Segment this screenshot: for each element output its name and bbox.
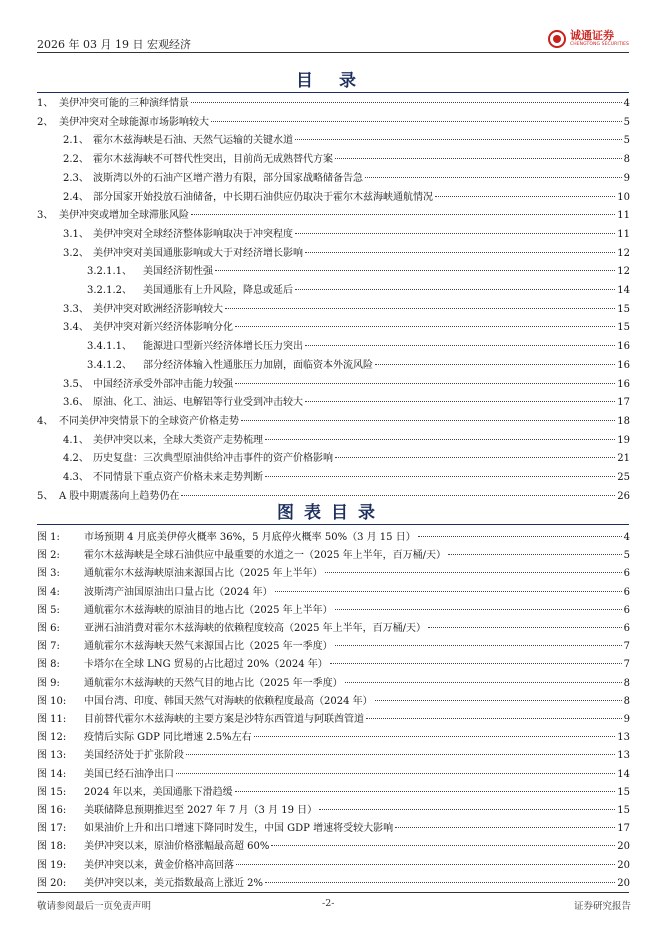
figure-entry-page: 17 bbox=[617, 823, 630, 835]
figure-dot-leader bbox=[325, 572, 622, 573]
figure-entry-title: 美伊冲突以来，原油价格涨幅最高超 60% bbox=[84, 841, 270, 853]
figures-title: 图表目录 bbox=[277, 503, 385, 523]
toc-entry-page: 15 bbox=[617, 303, 630, 315]
figure-entry-title: 疫情后实际 GDP 同比增速 2.5%左右 bbox=[84, 732, 252, 744]
figure-entry-title: 如果油价上升和出口增速下降同时发生，中国 GDP 增速将受较大影响 bbox=[84, 823, 394, 835]
figure-entry-title: 卡塔尔在全球 LNG 贸易的占比超过 20%（2024 年） bbox=[84, 659, 328, 671]
figure-entry[interactable] bbox=[37, 784, 630, 802]
figure-entry-page: 5 bbox=[623, 550, 630, 562]
toc-dot-leader bbox=[365, 177, 622, 178]
toc-entry-page: 25 bbox=[617, 472, 630, 483]
toc-entry[interactable] bbox=[63, 151, 630, 169]
toc-title-rule bbox=[37, 92, 629, 93]
figure-entry-number: 图 3: bbox=[37, 568, 60, 580]
toc-entry[interactable] bbox=[63, 450, 630, 468]
figure-entry-page: 13 bbox=[617, 732, 630, 744]
toc-entry-number: 2.2、 bbox=[63, 154, 89, 166]
toc-entry-number: 3.2.1.1、 bbox=[87, 266, 132, 278]
toc-entry-page: 10 bbox=[617, 191, 630, 203]
toc-entry-page: 12 bbox=[617, 247, 630, 259]
footer-page-number: -2- bbox=[322, 898, 335, 909]
toc-entry-number: 4.1、 bbox=[63, 434, 89, 446]
toc-entry-page: 19 bbox=[617, 434, 630, 446]
figure-dot-leader bbox=[330, 663, 622, 664]
figure-entry[interactable] bbox=[37, 584, 630, 602]
toc-entry[interactable] bbox=[87, 263, 630, 281]
toc-entry[interactable] bbox=[37, 95, 630, 113]
figure-entry-page: 6 bbox=[623, 568, 630, 580]
toc-entry-number: 3.2.1.2、 bbox=[87, 285, 132, 296]
figure-entry-number: 图 9: bbox=[37, 677, 60, 689]
toc-entry-page: 8 bbox=[623, 154, 630, 166]
figure-entry-title: 波斯湾产油国原油出口量占比（2024 年） bbox=[84, 586, 273, 598]
toc-entry-title: 能源进口型新兴经济体增长压力突出 bbox=[143, 341, 303, 353]
toc-entry-number: 3.2、 bbox=[63, 247, 89, 259]
toc-dot-leader bbox=[235, 326, 615, 327]
logo-cn: 诚通证券 bbox=[570, 29, 614, 43]
company-logo bbox=[548, 28, 630, 50]
toc-dot-leader bbox=[305, 345, 615, 346]
toc-entry-title: 历史复盘：三次典型原油供给冲击事件的资产价格影响 bbox=[93, 453, 333, 465]
figure-entry-number: 图 17: bbox=[37, 823, 67, 835]
toc-entry-title: 美国通胀有上升风险，降息或延后 bbox=[143, 285, 293, 296]
figure-entry-title: 通航霍尔木兹海峡的原油目的地占比（2025 年上半年） bbox=[84, 604, 333, 616]
figure-entry-page: 6 bbox=[623, 623, 630, 634]
figure-entry-title: 霍尔木兹海峡是全球石油供应中最重要的水道之一（2025 年上半年，百万桶/天） bbox=[84, 550, 446, 562]
toc-entry[interactable] bbox=[37, 413, 630, 431]
toc-entry-number: 4、 bbox=[37, 415, 54, 427]
toc-entry-page: 4 bbox=[623, 98, 630, 109]
figure-entry-title: 通航霍尔木兹海峡的天然气目的地占比（2025 年一季度） bbox=[84, 677, 343, 689]
toc-entry-page: 14 bbox=[617, 285, 630, 296]
figure-dot-leader bbox=[275, 591, 622, 592]
toc-entry-number: 3.5、 bbox=[63, 378, 89, 390]
toc-entry[interactable] bbox=[63, 301, 630, 319]
toc-entry[interactable] bbox=[37, 207, 630, 225]
figure-entry-number: 图 11: bbox=[37, 714, 67, 725]
figure-dot-leader bbox=[418, 536, 622, 537]
figure-entry-number: 图 8: bbox=[37, 659, 60, 671]
toc-entry[interactable] bbox=[63, 432, 630, 450]
figure-entry[interactable] bbox=[37, 620, 630, 638]
toc-dot-leader bbox=[225, 308, 615, 309]
toc-entry-number: 3、 bbox=[37, 210, 54, 222]
figure-entry[interactable] bbox=[37, 565, 630, 583]
toc-entry-number: 2.4、 bbox=[63, 191, 89, 203]
figure-entry[interactable] bbox=[37, 547, 630, 565]
figure-dot-leader bbox=[176, 773, 615, 774]
figure-entry-page: 20 bbox=[617, 859, 630, 871]
figures-title-rule bbox=[37, 524, 629, 525]
figure-entry-number: 图 19: bbox=[37, 859, 67, 871]
toc-dot-leader bbox=[295, 139, 622, 140]
toc-entry-title: 美伊冲突以来，全球大类资产走势梳理 bbox=[93, 434, 263, 446]
toc-entry-number: 3.4、 bbox=[63, 322, 89, 334]
toc-entry-page: 26 bbox=[617, 490, 630, 502]
figure-entry-page: 6 bbox=[623, 586, 630, 598]
figure-entry-title: 通航霍尔木兹海峡原油来源国占比（2025 年上半年） bbox=[84, 568, 323, 580]
toc-title: 目 录 bbox=[296, 71, 366, 91]
figure-dot-leader bbox=[186, 754, 615, 755]
figure-entry-number: 图 1: bbox=[37, 532, 60, 543]
toc-entry[interactable] bbox=[63, 376, 630, 394]
toc-entry-number: 2、 bbox=[37, 116, 54, 128]
figure-entry[interactable] bbox=[37, 820, 630, 838]
toc-entry[interactable] bbox=[63, 245, 630, 263]
figure-entry[interactable] bbox=[37, 857, 630, 875]
figure-dot-leader bbox=[271, 845, 615, 846]
toc-entry[interactable] bbox=[63, 394, 630, 412]
figure-entry-page: 13 bbox=[617, 750, 630, 762]
toc-dot-leader bbox=[335, 457, 615, 458]
figure-entry-number: 图 5: bbox=[37, 604, 60, 616]
toc-entry-page: 15 bbox=[617, 322, 630, 334]
figure-entry-number: 图 20: bbox=[37, 877, 67, 889]
toc-entry-number: 3.4.1.1、 bbox=[87, 341, 132, 353]
toc-dot-leader bbox=[265, 476, 615, 477]
toc-dot-leader bbox=[295, 233, 615, 234]
figure-entry[interactable] bbox=[37, 747, 630, 765]
toc-entry-title: 部分国家开始投放石油储备，中长期石油供应仍取决于霍尔木兹海峡通航情况 bbox=[93, 191, 433, 203]
toc-entry-page: 9 bbox=[623, 172, 630, 184]
figure-entry-title: 2024 年以来，美国通胀下滑趋缓 bbox=[84, 786, 233, 798]
figure-dot-leader bbox=[236, 864, 615, 865]
toc-entry[interactable] bbox=[87, 357, 630, 375]
toc-entry-page: 16 bbox=[617, 359, 630, 371]
figure-entry[interactable] bbox=[37, 838, 630, 856]
toc-entry[interactable] bbox=[37, 114, 630, 132]
toc-dot-leader bbox=[191, 102, 622, 103]
toc-entry-title: 霍尔木兹海峡是石油、天然气运输的关键水道 bbox=[93, 135, 293, 147]
figure-entry-page: 20 bbox=[617, 877, 630, 889]
figure-entry-number: 图 6: bbox=[37, 623, 60, 634]
toc-entry-page: 18 bbox=[617, 415, 630, 427]
figure-dot-leader bbox=[395, 827, 615, 828]
figure-entry-page: 7 bbox=[623, 659, 630, 671]
toc-entry-page: 12 bbox=[617, 266, 630, 278]
toc-dot-leader bbox=[375, 364, 615, 365]
toc-entry[interactable] bbox=[63, 469, 630, 487]
figure-entry-title: 美伊冲突以来，美元指数最高上涨近 2% bbox=[84, 877, 264, 889]
toc-entry-title: 美伊冲突对全球经济整体影响取决于冲突程度 bbox=[93, 228, 293, 240]
figure-entry-number: 图 12: bbox=[37, 732, 67, 744]
figure-dot-leader bbox=[265, 882, 615, 883]
figure-entry-page: 14 bbox=[617, 768, 630, 780]
toc-dot-leader bbox=[191, 214, 615, 215]
logo-en: CHENGTONG SECURITIES bbox=[570, 42, 630, 48]
footer-disclaimer: 敬请参阅最后一页免责声明 bbox=[37, 901, 152, 912]
toc-entry-page: 17 bbox=[617, 397, 630, 409]
figure-entry[interactable] bbox=[37, 802, 630, 820]
toc-entry-number: 3.6、 bbox=[63, 397, 89, 409]
toc-entry-title: 美伊冲突对欧洲经济影响较大 bbox=[93, 303, 223, 315]
figure-entry-page: 7 bbox=[623, 641, 630, 653]
figure-dot-leader bbox=[335, 609, 622, 610]
header-rule bbox=[37, 52, 629, 53]
figure-entry-title: 美伊冲突以来，黄金价格冲高回落 bbox=[84, 859, 234, 871]
toc-entry[interactable] bbox=[87, 338, 630, 356]
figure-entry[interactable] bbox=[37, 675, 630, 693]
toc-entry-number: 3.3、 bbox=[63, 303, 89, 315]
figure-entry-title: 美国已经石油净出口 bbox=[84, 768, 174, 780]
figure-entry[interactable] bbox=[37, 711, 630, 729]
toc-entry-page: 5 bbox=[623, 135, 630, 147]
logo-icon bbox=[548, 30, 566, 48]
toc-entry[interactable] bbox=[63, 170, 630, 188]
toc-entry[interactable] bbox=[63, 226, 630, 244]
toc-entry-number: 4.2、 bbox=[63, 453, 89, 465]
toc-entry-title: 美伊冲突或增加全球滞胀风险 bbox=[59, 210, 189, 222]
toc-entry-page: 11 bbox=[617, 228, 630, 240]
toc-entry-page: 11 bbox=[617, 210, 630, 222]
toc-entry-title: 美伊冲突对全球能源市场影响较大 bbox=[59, 116, 209, 128]
figure-entry-number: 图 16: bbox=[37, 805, 67, 816]
toc-dot-leader bbox=[265, 439, 615, 440]
figure-entry[interactable] bbox=[37, 766, 630, 784]
toc-entry-page: 21 bbox=[617, 453, 630, 465]
toc-entry-number: 3.4.1.2、 bbox=[87, 359, 132, 371]
footer-report-type: 证券研究报告 bbox=[574, 901, 632, 912]
figure-entry-title: 亚洲石油消费对霍尔木兹海峡的依赖程度较高（2025 年上半年，百万桶/天） bbox=[84, 623, 426, 634]
toc-dot-leader bbox=[235, 383, 615, 384]
toc-dot-leader bbox=[305, 401, 615, 402]
figure-entry[interactable] bbox=[37, 693, 630, 711]
toc-entry-number: 5、 bbox=[37, 490, 54, 502]
figure-entry-number: 图 15: bbox=[37, 786, 67, 798]
toc-entry[interactable] bbox=[63, 132, 630, 150]
figure-entry-page: 15 bbox=[617, 786, 630, 798]
header-date-category: 2026 年 03 月 19 日 宏观经济 bbox=[37, 38, 191, 51]
figure-entry[interactable] bbox=[37, 602, 630, 620]
figure-dot-leader bbox=[366, 718, 622, 719]
figure-entry-number: 图 14: bbox=[37, 768, 67, 780]
figure-entry-page: 8 bbox=[623, 695, 630, 707]
figure-entry[interactable] bbox=[37, 729, 630, 747]
toc-entry-title: 中国经济承受外部冲击能力较强 bbox=[93, 378, 233, 390]
toc-dot-leader bbox=[305, 252, 615, 253]
figure-entry-number: 图 10: bbox=[37, 695, 67, 707]
figure-entry-page: 8 bbox=[623, 677, 630, 689]
toc-entry-title: A 股中期震荡向上趋势仍在 bbox=[59, 490, 180, 502]
figure-entry[interactable] bbox=[37, 638, 630, 656]
figure-dot-leader bbox=[448, 554, 622, 555]
figure-entry-page: 20 bbox=[617, 841, 630, 853]
toc-entry-number: 1、 bbox=[37, 98, 54, 109]
toc-dot-leader bbox=[435, 196, 615, 197]
toc-entry-title: 不同美伊冲突情景下的全球资产价格走势 bbox=[59, 415, 239, 427]
figure-entry-number: 图 13: bbox=[37, 750, 67, 762]
figure-entry[interactable] bbox=[37, 875, 630, 893]
toc-dot-leader bbox=[211, 121, 622, 122]
figure-entry-number: 图 4: bbox=[37, 586, 60, 598]
toc-entry-number: 4.3、 bbox=[63, 472, 89, 483]
toc-entry-title: 美伊冲突可能的三种演绎情景 bbox=[59, 98, 189, 109]
figure-entry-page: 6 bbox=[623, 604, 630, 616]
toc-entry-title: 波斯湾以外的石油产区增产潜力有限，部分国家战略储备告急 bbox=[93, 172, 363, 184]
figure-entry-title: 目前替代霍尔木兹海峡的主要方案是沙特东西管道与阿联酋管道 bbox=[84, 714, 364, 725]
figure-dot-leader bbox=[345, 682, 622, 683]
toc-entry-number: 2.3、 bbox=[63, 172, 89, 184]
toc-entry-title: 部分经济体输入性通胀压力加剧，面临资本外流风险 bbox=[143, 359, 373, 371]
figure-entry-number: 图 7: bbox=[37, 641, 60, 653]
figure-entry-number: 图 18: bbox=[37, 841, 67, 853]
toc-entry-number: 3.1、 bbox=[63, 228, 89, 240]
figure-entry-page: 9 bbox=[623, 714, 630, 725]
toc-entry-page: 16 bbox=[617, 341, 630, 353]
figure-dot-leader bbox=[254, 736, 616, 737]
toc-entry[interactable] bbox=[63, 189, 630, 207]
figure-entry-title: 中国台湾、印度、韩国天然气对海峡的依赖程度最高（2024 年） bbox=[84, 695, 373, 707]
toc-entry-title: 美伊冲突对美国通胀影响或大于对经济增长影响 bbox=[93, 247, 303, 259]
figure-entry-title: 美联储降息预期推迟至 2027 年 7 月（3 月 19 日） bbox=[84, 805, 318, 816]
figure-dot-leader bbox=[375, 700, 622, 701]
figure-entry-page: 4 bbox=[623, 532, 630, 543]
toc-entry-title: 美国经济韧性强 bbox=[143, 266, 213, 278]
toc-entry-number: 2.1、 bbox=[63, 135, 89, 147]
toc-entry-title: 美伊冲突对新兴经济体影响分化 bbox=[93, 322, 233, 334]
figure-entry[interactable] bbox=[37, 529, 630, 547]
figure-dot-leader bbox=[428, 627, 622, 628]
figure-entry-page: 15 bbox=[617, 805, 630, 816]
toc-entry-title: 原油、化工、油运、电解铝等行业受到冲击较大 bbox=[93, 397, 303, 409]
figure-dot-leader bbox=[235, 791, 616, 792]
figure-dot-leader bbox=[335, 645, 622, 646]
toc-entry-title: 不同情景下重点资产价格未来走势判断 bbox=[93, 472, 263, 483]
toc-dot-leader bbox=[215, 270, 615, 271]
figure-entry-title: 美国经济处于扩张阶段 bbox=[84, 750, 184, 762]
figure-entry-number: 图 2: bbox=[37, 550, 60, 562]
toc-entry-page: 5 bbox=[623, 116, 630, 128]
toc-entry[interactable] bbox=[87, 282, 630, 300]
toc-dot-leader bbox=[241, 420, 615, 421]
toc-dot-leader bbox=[295, 289, 615, 290]
figure-entry[interactable] bbox=[37, 656, 630, 674]
toc-entry-title: 霍尔木兹海峡不可替代性突出，目前尚无成熟替代方案 bbox=[93, 154, 333, 166]
toc-dot-leader bbox=[181, 495, 615, 496]
toc-entry[interactable] bbox=[63, 319, 630, 337]
figure-entry-title: 市场预期 4 月底美伊停火概率 36%，5 月底停火概率 50%（3 月 15 日） bbox=[84, 532, 416, 543]
figure-dot-leader bbox=[319, 809, 615, 810]
toc-entry-page: 16 bbox=[617, 378, 630, 390]
figure-entry-title: 通航霍尔木兹海峡天然气来源国占比（2025 年一季度） bbox=[84, 641, 333, 653]
toc-dot-leader bbox=[335, 158, 622, 159]
footer-rule bbox=[37, 892, 629, 893]
